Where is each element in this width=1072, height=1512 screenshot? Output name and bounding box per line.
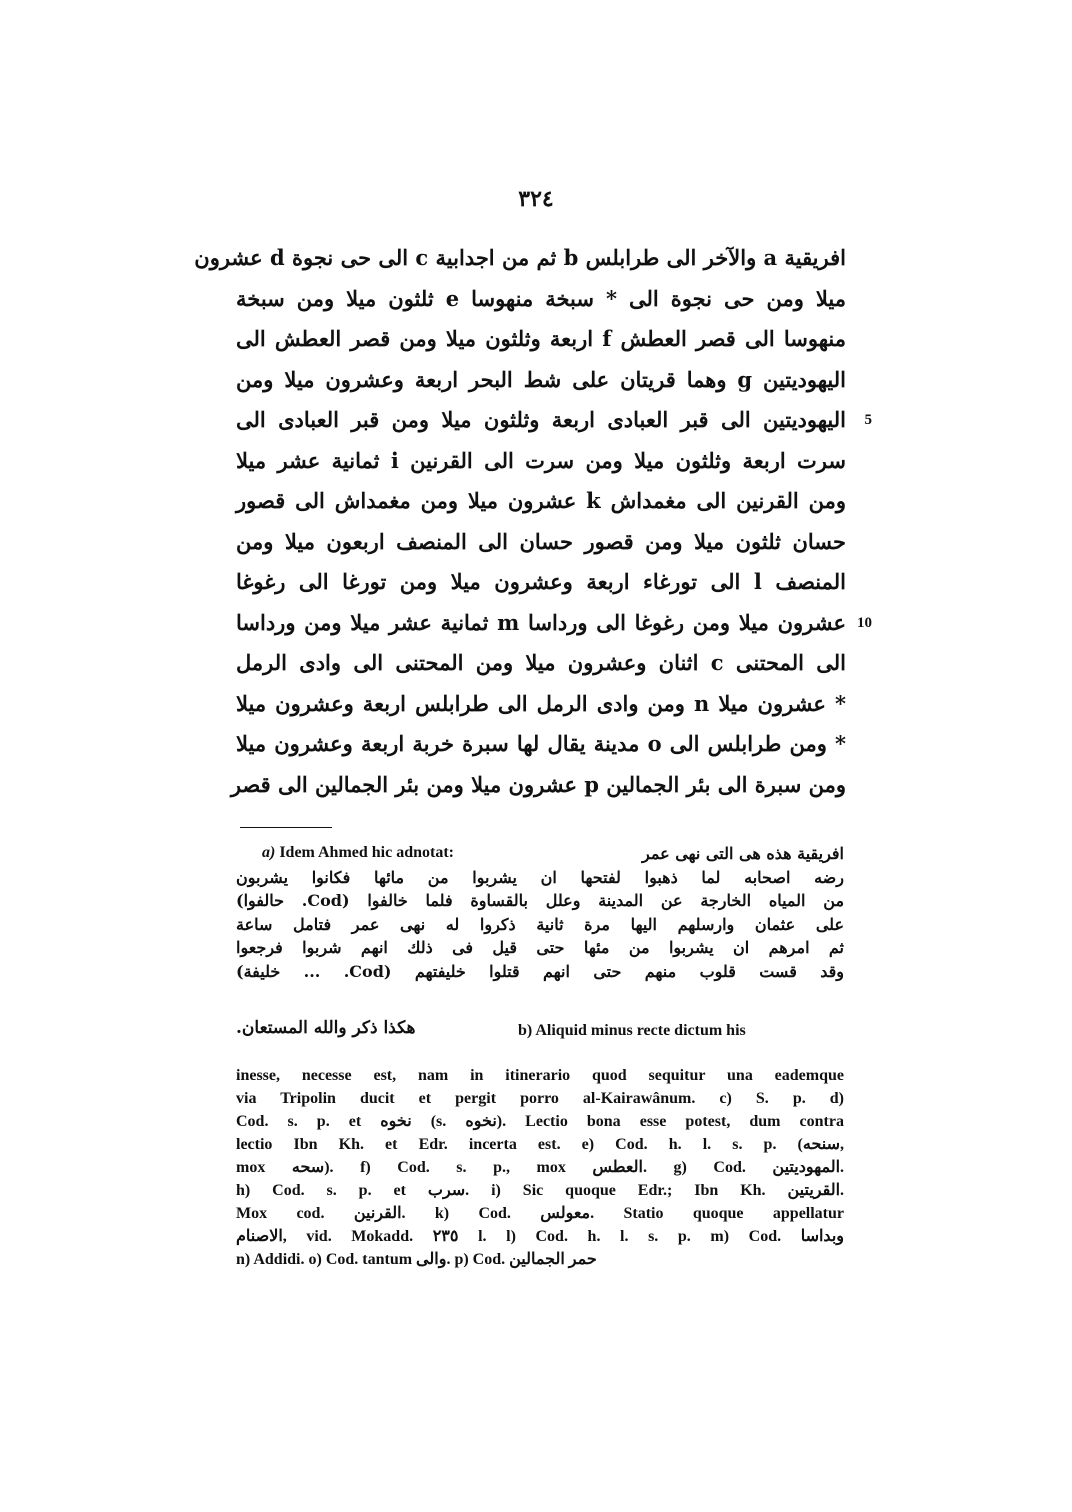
main-line-text: المنصف l الى تورغاء اربعة وعشرون ميلا ومن تورغا الى رغوغا: [236, 569, 846, 594]
footnote-latin-line: n) Addidi. o) Cod. tantum والى. p) Cod. حمر الجمالين: [236, 1251, 597, 1268]
footnote-arabic-line: رضه اصحابه لما ذهبوا لفتحها ان يشربوا من مائها فكانوا يشربون: [236, 867, 844, 887]
main-line: [236, 724, 846, 765]
main-line: [236, 522, 846, 563]
main-line: [236, 562, 846, 603]
main-line-text: ميلا ومن حى نجوة الى * سبخة منهوسا e ثلثون ميلا ومن سبخة: [236, 285, 846, 311]
footnote-arabic-line: وقد قست قلوب منهم حتى انهم قتلوا خليفتهم (Cod. ... خليفة): [236, 961, 844, 981]
footnote-latin-line: mox سحه). f) Cod. s. p., mox العطس. g) Cod. المهوديتين.: [236, 1159, 845, 1176]
main-line: [236, 400, 872, 441]
footnote-b: [236, 1018, 844, 1044]
footnote-arabic-line: من المياه الخارجة عن المدينة وعلل بالقساوة فلما خالفوا (Cod. حالفوا): [236, 891, 845, 910]
footnote-b-latin: b) Aliquid minus recte dictum his: [518, 1022, 746, 1039]
main-line-text: * ومن طرابلس الى o مدينة يقال لها سبرة خربة اربعة وعشرون ميلا: [236, 731, 846, 756]
main-line-text: اليهوديتين الى قبر العبادى اربعة وثلثون ميلا ومن قبر العبادى الى: [236, 407, 846, 432]
main-line: [194, 238, 846, 279]
footnote-a-letter: a): [262, 844, 276, 861]
main-line-text: حسان ثلثون ميلا ومن قصور حسان الى المنصف اربعون ميلا ومن: [236, 528, 846, 554]
footnote-a-latin: Idem Ahmed hic adnotat:: [279, 844, 455, 861]
footnote-latin-line: lectio Ibn Kh. et Edr. incerta est. e) Cod. h. l. s. p. (سنحه,: [236, 1136, 844, 1153]
main-line-text: افريقية a والآخر الى طرابلس b ثم من اجدابية c الى حى نجوة d عشرون: [194, 245, 846, 270]
footnote-arabic-line: افريقية هذه هى التى نهى عمر: [642, 844, 844, 863]
main-line: [236, 360, 846, 401]
footnote-latin-block: [236, 1064, 844, 1271]
main-line-text: * عشرون ميلا n ومن وادى الرمل الى طرابلس اربعة وعشرون ميلا: [236, 690, 846, 716]
footnote-latin-line: inesse, necesse est, nam in itinerario quod sequitur una eademque: [236, 1067, 844, 1084]
main-line: [236, 684, 846, 725]
main-line-text: سرت اربعة وثلثون ميلا ومن سرت الى القرنين i ثمانية عشر ميلا: [236, 447, 846, 473]
footnote-latin-line: Mox cod. القرنين. k) Cod. معولس. Statio quoque appellatur: [236, 1205, 845, 1222]
footnote-b-arabic: هكذا ذكر والله المستعان.: [236, 1018, 416, 1038]
main-line-text: الى المحتنى c اثنان وعشرون ميلا ومن المحتنى الى وادى الرمل: [236, 650, 846, 675]
page-number: ٣٢٤: [518, 186, 554, 212]
footnote-arabic-line: ثم امرهم ان يشربوا من مئها حتى قيل فى ذلك انهم شربوا فرجعوا: [236, 938, 844, 957]
main-line: [236, 441, 846, 482]
line-number: 10: [857, 614, 872, 631]
main-line-text: منهوسا الى قصر العطش f اربعة وثلثون ميلا ومن قصر العطش الى: [236, 326, 846, 351]
main-line: [236, 319, 846, 360]
footnote-latin-line: الاصنام, vid. Mokadd. ٢٣٥ l. l) Cod. h. l. s. p. m) Cod. وبداسا: [236, 1228, 845, 1245]
footnote-latin-line: via Tripolin ducit et pergit porro al-Kairawânum. c) S. p. d): [236, 1090, 844, 1107]
footnote-latin-line: h) Cod. s. p. et سرب. i) Sic quoque Edr.; Ibn Kh. القريتين.: [236, 1182, 845, 1199]
footnote-latin-line: Cod. s. p. et نخوه (s. نخوه). Lectio bona esse potest, dum contra: [236, 1113, 844, 1130]
main-line-text: ومن سبرة الى بئر الجمالين p عشرون ميلا ومن بئر الجمالين الى قصر: [230, 771, 846, 797]
main-line: [236, 279, 846, 320]
line-number: 5: [864, 412, 872, 428]
main-line-text: ومن القرنين الى مغمداش k عشرون ميلا ومن مغمداش الى قصور: [236, 488, 846, 513]
main-line-text: عشرون ميلا ومن رغوغا الى ورداسا m ثمانية عشر ميلا ومن ورداسا: [236, 609, 846, 635]
main-line: [236, 603, 872, 644]
main-line-text: اليهوديتين g وهما قريتان على شط البحر اربعة وعشرون ميلا ومن: [236, 366, 846, 392]
footnote-arabic-line: على عثمان وارسلهم اليها مرة ثانية ذكروا له نهى عمر فتامل ساعة: [236, 914, 844, 934]
main-line: [236, 643, 846, 684]
footnote-a-arabic: [236, 842, 844, 983]
footnote-divider: [240, 827, 332, 828]
main-line: [230, 765, 846, 806]
main-line: [236, 481, 846, 522]
main-text-block: [194, 238, 872, 805]
